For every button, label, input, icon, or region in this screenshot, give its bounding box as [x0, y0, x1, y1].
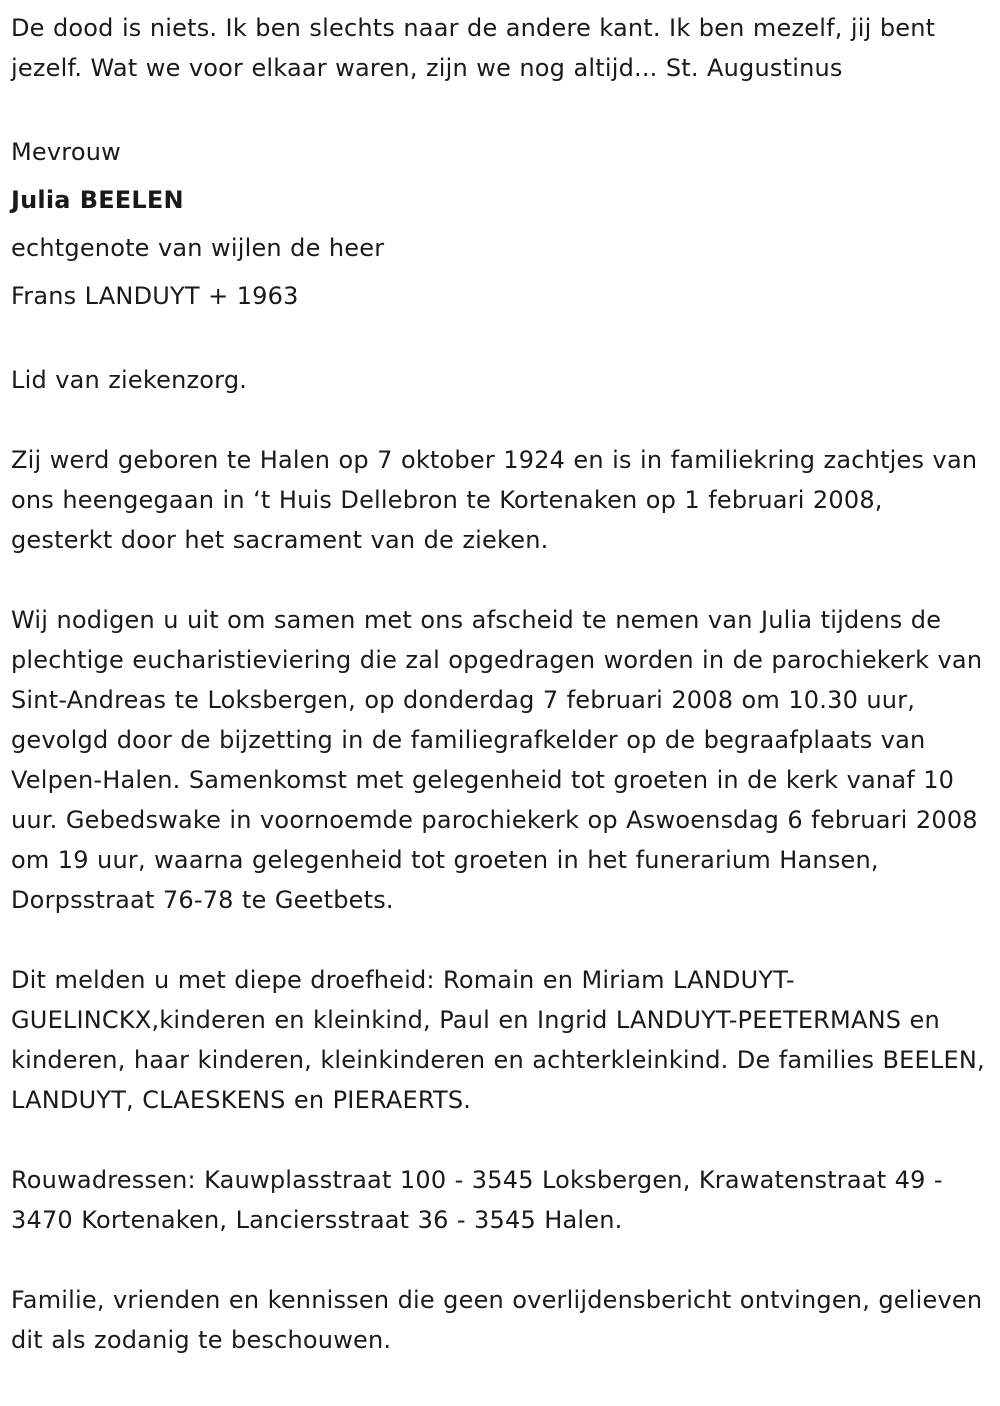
announcers-paragraph: Dit melden u met diepe droefheid: Romain en Miriam LANDUYT-GUELINCKX,kinderen en kleinkind, Paul en Ingrid LANDUYT-PEETERMANS en kinderen, haar kinderen, kleinkinderen en achterkleinkind. De families BEELEN, LANDUYT, CLAESKENS en PIERAERTS. [11, 966, 985, 1114]
birth-death-paragraph: Zij werd geboren te Halen op 7 oktober 1924 en is in familiekring zachtjes van ons heengegaan in ‘t Huis Dellebron te Kortenaken op 1 februari 2008, gesterkt door het sacrament van de zieken. [11, 446, 978, 554]
closing-paragraph: Familie, vrienden en kennissen die geen overlijdensbericht ontvingen, gelieven dit als zodanig te beschouwen. [11, 1286, 983, 1354]
quote-paragraph: De dood is niets. Ik ben slechts naar de andere kant. Ik ben mezelf, jij bent jezelf. Wat we voor elkaar waren, zijn we nog altijd... St. Augustinus [11, 14, 936, 82]
spouse-line-1: echtgenote van wijlen de heer [11, 234, 385, 262]
deceased-name: Julia BEELEN [11, 186, 184, 214]
spouse-line-2: Frans LANDUYT + 1963 [11, 282, 299, 310]
salutation: Mevrouw [11, 138, 121, 166]
deceased-heading [11, 128, 990, 320]
ceremony-paragraph: Wij nodigen u uit om samen met ons afscheid te nemen van Julia tijdens de plechtige eucharistieviering die zal opgedragen worden in de parochiekerk van Sint-Andreas te Loksbergen, op donderdag 7 februari 2008 om 10.30 uur, gevolgd door de bijzetting in de familiegrafkelder op de begraafplaats van Velpen-Halen. Samenkomst met gelegenheid tot groeten in de kerk vanaf 10 uur. Gebedswake in voornoemde parochiekerk op Aswoensdag 6 februari 2008 om 19 uur, waarna gelegenheid tot groeten in het funerarium Hansen, Dorpsstraat 76-78 te Geetbets. [11, 606, 983, 914]
obituary-document [11, 8, 990, 1360]
membership-paragraph: Lid van ziekenzorg. [11, 366, 248, 394]
addresses-paragraph: Rouwadressen: Kauwplasstraat 100 - 3545 Loksbergen, Krawatenstraat 49 - 3470 Kortenaken, Lanciersstraat 36 - 3545 Halen. [11, 1166, 943, 1234]
